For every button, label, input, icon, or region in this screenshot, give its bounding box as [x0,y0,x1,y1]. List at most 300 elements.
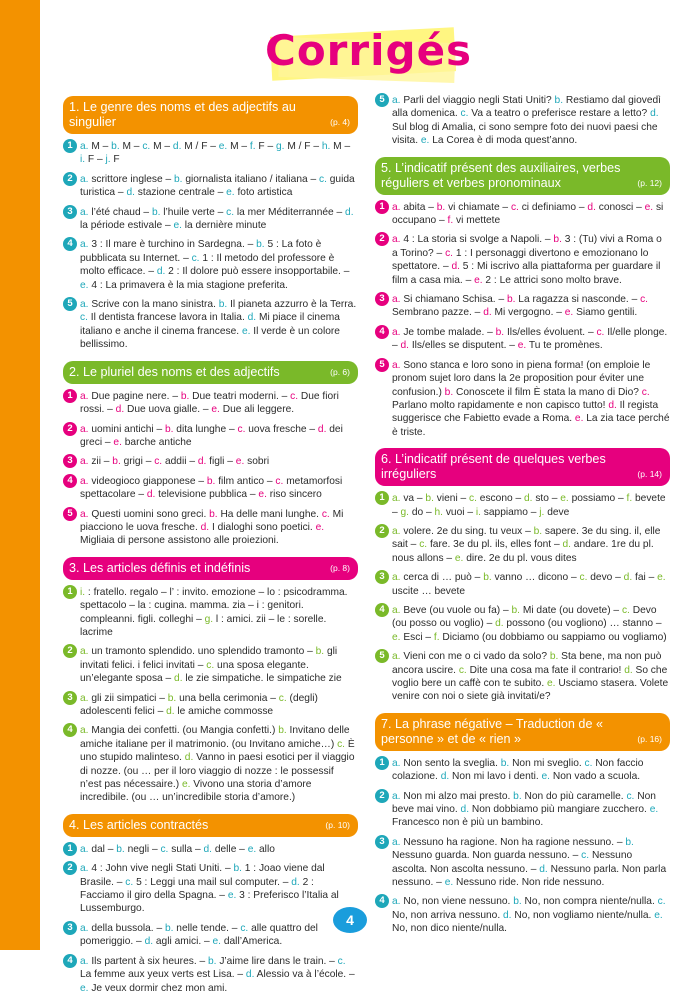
exercise-number-badge: 1 [63,585,77,599]
item-letter: b. [513,896,522,908]
exercise-answer [63,508,358,548]
item-letter: h. [434,506,443,518]
item-letter: e. [80,279,89,291]
item-letter: d. [400,340,409,352]
item-letter: c. [337,738,345,750]
exercise-answer-text: a. l’été chaud – b. l’huile verte – c. la mer Méditerrannée – d. la période estivale – e. la dernière minute [80,206,354,232]
item-letter: i. [475,506,481,518]
exercise-number-badge: 5 [375,358,389,372]
item-letter: a. [80,955,89,967]
item-letter: a. [392,525,401,537]
section-page-ref: (p. 14) [637,469,662,480]
exercise-answer-text: a. Due pagine nere. – b. Due teatri moderni. – c. Due fiori rossi. – d. Due uova gialle. – e. Due ali leggere. [80,390,339,416]
item-letter: a. [80,475,89,487]
item-letter: j. [105,154,111,166]
item-letter: b. [278,725,287,737]
exercise-number-badge: 5 [375,649,389,663]
item-letter: b. [206,475,216,487]
item-letter: c. [321,508,330,520]
item-letter: a. [80,299,89,311]
item-letter: e. [560,493,569,505]
item-letter: b. [444,386,454,398]
item-letter: d. [317,423,327,435]
section-header [375,157,670,195]
exercise-number-badge: 2 [63,644,77,658]
exercise-answer [63,173,358,200]
exercise-answer [375,604,670,644]
exercise-answer [375,757,670,784]
exercise-answer [63,423,358,450]
exercise-number-badge: 5 [63,507,77,521]
exercise-answer-text: a. videogioco giapponese – b. film antico – c. metamorfosi spettacolare – d. televisione pubblica – e. riso sincero [80,475,343,501]
exercise-number-badge: 3 [63,205,77,219]
section-3 [63,557,358,805]
item-letter: b. [112,456,121,468]
item-letter: b. [207,955,217,967]
exercise-answer-text: a. Beve (ou vuole ou fa) – b. Mi date (ou dovete) – c. Devo (ou posso ou voglio) – d. possono (ou vogliono) … stanno – e. Esci – f. Diciamo (ou dobbiamo ou sappiamo ou vogliamo) [392,604,667,643]
item-letter: c. [275,475,284,487]
item-letter: e. [574,413,584,425]
exercise-answer-text: a. 4 : La storia si svolge a Napoli. – b. 3 : (Tu) vivi a Roma o a Torino? – c. 1 : I personaggi divertono e emozionano lo spettatore. – d. 5 : Mi iscrivo alla piattaforma per guardare il film a casa mia. – e. 2 : Le attrici sono molto brave. [392,234,662,286]
item-letter: b. [151,206,161,218]
item-letter: h. [321,141,331,152]
section-header [63,557,358,580]
item-letter: a. [392,326,401,338]
item-letter: d. [174,673,183,685]
exercise-answer-text: a. dal – b. negli – c. sulla – d. delle – e. allo [80,843,275,855]
item-letter: a. [80,423,89,435]
item-letter: b. [495,326,505,338]
item-letter: d. [623,572,633,584]
exercise-answer-text: a. Si chiamano Schisa. – b. La ragazza si nasconde. – c. Sembrano pazze. – d. Mi vergogno. – e. Siamo gentili. [392,294,648,319]
item-letter: c. [581,850,590,862]
item-letter: g. [204,613,214,625]
exercise-answer [375,326,670,353]
section-header [63,361,358,384]
item-letter: c. [337,955,346,967]
item-letter: d. [247,312,257,324]
exercise-number-badge: 4 [63,237,77,251]
item-letter: c. [278,692,287,704]
item-letter: a. [80,390,89,402]
item-letter: c. [596,326,605,338]
item-letter: c. [510,201,519,213]
item-letter: e. [644,201,654,213]
exercise-answer-text: a. cerca di … può – b. vanno … dicono – c. devo – d. fai – e. uscite … bevete [392,572,666,597]
exercise-answer [375,492,670,519]
item-letter: b. [513,790,522,802]
item-letter: d. [495,618,504,630]
exercise-answer [375,293,670,320]
item-letter: c. [458,664,467,676]
item-letter: b. [483,572,492,584]
exercise-answer [63,586,358,640]
exercise-answer-text: a. scrittore inglese – b. giornalista italiano / italiana – c. guida turistica – d. stazione centrale – e. foto artistica [80,173,355,199]
item-letter: e. [247,843,257,855]
exercise-answer-text: a. zii – b. grigi – c. addii – d. figli – e. sobri [80,456,270,468]
item-letter: d. [197,456,207,468]
item-letter: c. [419,539,428,551]
exercise-number-badge: 4 [375,325,389,339]
item-letter: b. [436,201,446,213]
item-letter: d. [483,307,492,319]
item-letter: c. [142,141,151,152]
exercise-answer-text: a. Sono stanca e loro sono in piena forma! (on emploie le pronom sujet loro dans la 2e proposition pour éviter une confusion.) b. Conoscete il film È stata la mano di Dio? c. Parlano molto rapidamente e non capisco tutto! d. Il regista suggerisce che Fabietto evade a Roma. e. La zia tace perché è triste. [392,359,670,438]
exercise-number-badge: 2 [375,524,389,538]
item-letter: a. [80,692,89,704]
item-letter: b. [506,294,516,306]
section-7 [375,713,670,936]
item-letter: d. [146,489,156,501]
exercise-answer [63,692,358,719]
item-letter: d. [451,261,460,273]
item-letter: a. [80,843,89,855]
item-letter: a. [392,294,401,306]
item-letter: e. [181,779,191,791]
item-letter: d. [503,909,512,921]
section-header [63,814,358,837]
exercise-answer-text: a. Nessuno ha ragione. Non ha ragione nessuno. – b. Nessuno guarda. Non guarda nessuno. – c. Nessuno ascolta. Non ascolta nessuno. – d. Nessuno parla. Non parla nessuno. – e. Nessuno ride. Non ride nessuno. [392,836,667,889]
item-letter: c. [445,247,453,259]
exercise-answer-text: a. Mangia dei confetti. (ou Mangia confetti.) b. Invitano delle amiche italiane per il matrimonio. (ou Invitano amiche…) c. È uno stupido malinteso. d. Vanno in paesi esotici per il viaggio di nozze. (ou … per il loro viaggio di nozze : le possessif n’est pas nécessaire.) e. Vivono una storia d’amore incredibile. (ou … un’incredibile storia d’amore.) [80,725,355,804]
item-letter: e. [211,404,220,416]
item-letter: d. [156,266,166,278]
item-letter: e. [657,572,666,584]
section-page-ref: (p. 12) [637,177,662,188]
exercise-number-badge: 3 [63,691,77,705]
item-letter: b. [233,863,242,875]
exercise-number-badge: 5 [63,297,77,311]
item-letter: b. [315,646,325,658]
item-letter: b. [111,141,120,152]
item-letter: c. [80,312,88,324]
item-letter: e. [218,141,228,152]
section-title: 3. Les articles définis et indéfinis [69,560,251,575]
exercise-answer-text: a. Parli del viaggio negli Stati Uniti? b. Restiamo dal giovedì alla domenica. c. Va a teatro o preferisce restare a letto? d. Sul blog di Amalia, ci sono sempre foto dei nuovi paesi che visita. e. La Corea è di moda quest’anno. [392,95,661,147]
item-letter: c. [460,108,469,120]
section-title: 2. Le pluriel des noms et des adjectifs [69,364,280,379]
section-header [375,448,670,486]
item-letter: e. [226,187,235,199]
item-letter: f. [447,215,454,227]
item-letter: d. [460,804,470,816]
section-page-ref: (p. 16) [637,733,662,744]
item-letter: e. [392,631,401,643]
exercise-number-badge: 4 [63,723,77,737]
page-title-block [265,22,473,84]
exercise-answer-text: a. un tramonto splendido. uno splendido tramonto – b. gli invitati felici. i felici invitati – c. una sposa elegante. un’elegante sposa – d. le zie simpatiche. le simpatiche zie [80,646,342,685]
item-letter: b. [553,234,562,246]
exercise-number-badge: 5 [375,93,389,107]
item-letter: d. [650,108,659,120]
item-letter: a. [392,790,401,802]
item-letter: b. [549,651,559,663]
exercise-number-badge: 1 [63,842,77,856]
exercise-answer-text: a. della bussola. – b. nelle tende. – c. alle quattro del pomeriggio. – d. agli amici. – e. dall’America. [80,922,318,948]
exercise-number-badge: 1 [375,491,389,505]
item-letter: b. [511,604,520,616]
exercise-answer [375,895,670,935]
item-letter: a. [392,604,401,616]
item-letter: b. [533,525,543,537]
item-letter: e. [654,909,663,921]
exercise-answer-text: a. 4 : John vive negli Stati Uniti. – b. 1 : Joao viene dal Brasile. – c. 5 : Leggi una mail sul computer. – d. 2 : Facciamo il giro della Spagna. – e. 3 : Preferisco l’Italia al Lussemburgo. [80,863,339,915]
item-letter: a. [392,651,401,663]
item-letter: c. [584,757,593,769]
exercise-number-badge: 1 [63,139,77,153]
item-letter: d. [184,752,194,764]
exercise-answer-text: i. : fratello. regalo – l’ : invito. emozione – lo : psicodramma. spettacolo – la : cugina. mamma. zia – i : genitori. compleanni. figli. colleghi – g. l : amici. zii – le : sorelle. lacrime [80,586,348,638]
item-letter: d. [440,771,450,783]
section-6 [375,448,670,704]
item-letter: c. [237,423,246,435]
exercise-answer-text: a. Je tombe malade. – b. Ils/elles évoluent. – c. Il/elle plonge. – d. Ils/elles se disputent. – e. Tu te promènes. [392,326,668,352]
exercise-answer [63,206,358,233]
exercise-number-badge: 2 [63,861,77,875]
page-number-badge: 4 [333,907,367,933]
item-letter: b. [554,95,564,106]
exercise-answer [63,475,358,502]
exercise-answer-text: a. Ils partent à six heures. – b. J’aime lire dans le train. – c. La femme aux yeux verts est Lisa. – d. Alessio va à l’école. – e. Je veux dormir chez mon ami. [80,955,355,994]
item-letter: c. [621,604,630,616]
item-letter: d. [115,404,125,416]
item-letter: b. [174,173,183,185]
exercise-number-badge: 4 [375,603,389,617]
section-1 [63,96,358,352]
item-letter: b. [164,922,174,934]
item-letter: b. [180,390,190,402]
item-letter: a. [392,493,401,505]
exercise-answer-text: a. uomini antichi – b. dita lunghe – c. uova fresche – d. dei greci – e. barche antiche [80,423,343,448]
section-5 [375,157,670,440]
item-letter: a. [80,646,89,658]
exercise-answer-text: a. Non mi alzo mai presto. b. Non do più caramelle. c. Non beve mai vino. d. Non dobbiamo più mangiare zucchero. e. Francesco non è più un bambino. [392,790,659,829]
exercise-answer [63,955,358,995]
section-page-ref: (p. 8) [330,562,350,573]
item-letter: d. [539,863,548,875]
item-letter: a. [392,896,401,908]
exercise-answer [63,238,358,292]
exercise-answer-text: a. va – b. vieni – c. escono – d. sto – e. possiamo – f. bevete – g. do – h. vuoi – i. sappiamo – j. deve [392,493,666,518]
item-letter: j. [539,506,545,518]
item-letter: f. [249,141,256,152]
item-letter: e. [517,340,527,352]
exercise-answer [63,298,358,352]
side-color-bar [0,0,40,950]
item-letter: c. [160,843,169,855]
item-letter: a. [392,359,401,371]
exercise-answer-text: a. Questi uomini sono greci. b. Ha delle mani lunghe. c. Mi piacciono le uova fresche. d. I dialoghi sono poetici. e. Migliaia di persone assistono alle proiezioni. [80,508,344,547]
item-letter: d. [562,539,571,551]
page-title: Corrigés [265,26,473,75]
exercise-answer [375,359,670,439]
item-letter: d. [523,493,533,505]
section-title: 6. L’indicatif présent de quelques verbes irréguliers [381,452,606,482]
item-letter: d. [203,843,212,855]
exercise-answer-text: a. Scrive con la mano sinistra. b. Il pianeta azzurro è la Terra. c. Il dentista francese lavora in Italia. d. Mi piace il cinema italiano e anche il cinema francese. e. Il verde è un colore bellissimo. [80,299,357,351]
item-letter: e. [315,521,325,533]
item-letter: e. [420,135,430,147]
right-column [375,94,670,942]
section-title: 1. Le genre des noms et des adjectifs au singulier [69,100,296,129]
item-letter: a. [80,239,89,251]
item-letter: b. [164,423,174,435]
exercise-number-badge: 1 [63,389,77,403]
item-letter: a. [80,922,89,934]
item-letter: c. [579,572,588,584]
exercise-answer [375,201,670,228]
exercise-answer [375,650,670,704]
exercise-answer [63,645,358,685]
exercise-number-badge: 3 [375,570,389,584]
section-page-ref: (p. 6) [330,366,350,377]
section-page-ref: (p. 4) [330,117,350,127]
item-letter: a. [392,201,401,213]
exercise-answer [375,790,670,830]
section-title: 5. L’indicatif présent des auxiliaires, verbes réguliers et verbes pronominaux [381,160,621,190]
item-letter: e. [474,274,483,286]
item-letter: e. [80,982,89,994]
section-4-continued [375,94,670,148]
exercise-answer-text: a. abita – b. vi chiamate – c. ci definiamo – d. conosci – e. si occupano – f. vi mettete [392,201,664,227]
item-letter: a. [392,757,401,769]
exercise-answer [63,390,358,417]
exercise-answer [63,922,358,949]
item-letter: d. [587,201,596,213]
item-letter: d. [166,706,175,717]
section-title: 7. La phrase négative – Traduction de « personne » et de « rien » [381,716,603,746]
left-column [63,92,358,1001]
exercise-number-badge: 4 [63,474,77,488]
exercise-number-badge: 2 [375,789,389,803]
exercise-answer [375,94,670,148]
exercise-answer [63,843,358,856]
item-letter: c. [191,252,200,264]
item-letter: d. [245,969,255,981]
item-letter: b. [218,299,228,311]
item-letter: a. [80,456,89,468]
exercise-number-badge: 3 [375,835,389,849]
exercise-answer-text: a. Non sento la sveglia. b. Non mi sveglio. c. Non faccio colazione. d. Non mi lavo i denti. e. Non vado a scuola. [392,757,644,783]
exercise-answer [375,571,670,598]
exercise-number-badge: 1 [375,756,389,770]
item-letter: c. [641,386,650,398]
exercise-answer [63,862,358,916]
item-letter: e. [649,804,659,816]
item-letter: d. [126,187,135,199]
item-letter: a. [80,173,89,185]
section-title: 4. Les articles contractés [69,817,209,832]
item-letter: c. [240,922,249,934]
item-letter: e. [258,489,267,501]
item-letter: d. [200,521,210,533]
section-header [63,96,358,134]
item-letter: b. [209,508,218,520]
exercise-answer-text: a. gli zii simpatici – b. una bella cerimonia – c. (degli) adolescenti felici – d. le amiche commosse [80,692,318,717]
item-letter: c. [206,659,215,671]
item-letter: b. [116,843,125,855]
item-letter: f. [626,493,633,505]
item-letter: e. [212,936,222,948]
exercise-number-badge: 4 [63,954,77,968]
item-letter: c. [226,206,235,218]
exercise-answer-text: a. No, non viene nessuno. b. No, non compra niente/nulla. c. No, non arriva nessuno. d. No, non vogliamo niente/nulla. e. No, non dico niente/nulla. [392,896,666,935]
item-letter: e. [235,456,245,468]
exercise-answer-text: a. M – b. M – c. M – d. M / F – e. M – f. F – g. M / F – h. M – i. F – j. F [80,141,351,166]
item-letter: d. [172,141,182,152]
item-letter: e. [454,552,464,564]
item-letter: d. [144,936,154,948]
item-letter: g. [275,141,285,152]
exercise-number-badge: 3 [63,921,77,935]
item-letter: a. [80,725,89,737]
exercise-number-badge: 2 [63,422,77,436]
item-letter: a. [80,863,89,875]
section-page-ref: (p. 10) [325,819,350,830]
item-letter: e. [173,220,182,232]
item-letter: c. [640,294,648,306]
section-2 [63,361,358,548]
item-letter: e. [113,436,122,448]
item-letter: b. [256,239,265,251]
exercise-answer-text: a. Vieni con me o ci vado da solo? b. Sta bene, ma non può ancora uscire. c. Dite una cosa ma fate il contrario! d. So che voglio bere un caffè con te subito. e. Usciamo stasera. Volete venire con noi o siete già invitati/e? [392,651,669,703]
exercise-answer [63,455,358,468]
item-letter: e. [227,890,237,902]
item-letter: c. [657,896,666,908]
item-letter: g. [400,506,409,518]
exercise-number-badge: 3 [63,454,77,468]
exercise-number-badge: 3 [375,292,389,306]
item-letter: b. [500,757,510,769]
item-letter: e. [541,771,551,783]
item-letter: a. [80,206,89,218]
exercise-number-badge: 4 [375,894,389,908]
item-letter: b. [625,836,634,848]
item-letter: c. [469,493,477,505]
item-letter: d. [345,206,354,218]
section-header [375,713,670,751]
item-letter: i. [80,154,86,166]
exercise-answer-text: a. 3 : Il mare è turchino in Sardegna. – b. 5 : La foto è pubblicata su Internet. – c. 1 : Il metodo del professore è molto efficace. – d. 2 : Il dolore può essere insopportabile. – e. 4 : La primavera è la mia stagione preferita. [80,239,350,291]
exercise-answer-text: a. volere. 2e du sing. tu veux – b. sapere. 3e du sing. il, elle sait – c. fare. 3e du pl. ils, elles font – d. andare. 1re du pl. nous allons – e. dire. 2e du pl. vous dites [392,525,661,564]
item-letter: c. [318,173,327,185]
item-letter: f. [433,631,440,643]
item-letter: a. [392,572,401,584]
item-letter: e. [241,325,251,337]
item-letter: a. [392,836,401,848]
item-letter: a. [80,508,89,520]
item-letter: c. [154,456,163,468]
exercise-answer [375,836,670,890]
item-letter: e. [564,307,574,319]
exercise-number-badge: 2 [63,172,77,186]
item-letter: a. [392,234,401,246]
item-letter: e. [444,877,454,889]
exercise-answer [63,724,358,804]
item-letter: e. [547,678,556,689]
item-letter: d. [608,399,617,411]
exercise-number-badge: 1 [375,200,389,214]
item-letter: b. [425,493,434,505]
item-letter: c. [626,790,635,802]
item-letter: a. [392,95,401,106]
exercise-answer [63,140,358,167]
item-letter: d. [624,664,633,676]
item-letter: b. [167,692,177,704]
item-letter: d. [291,876,300,888]
item-letter: a. [80,141,89,152]
item-letter: c. [290,390,299,402]
